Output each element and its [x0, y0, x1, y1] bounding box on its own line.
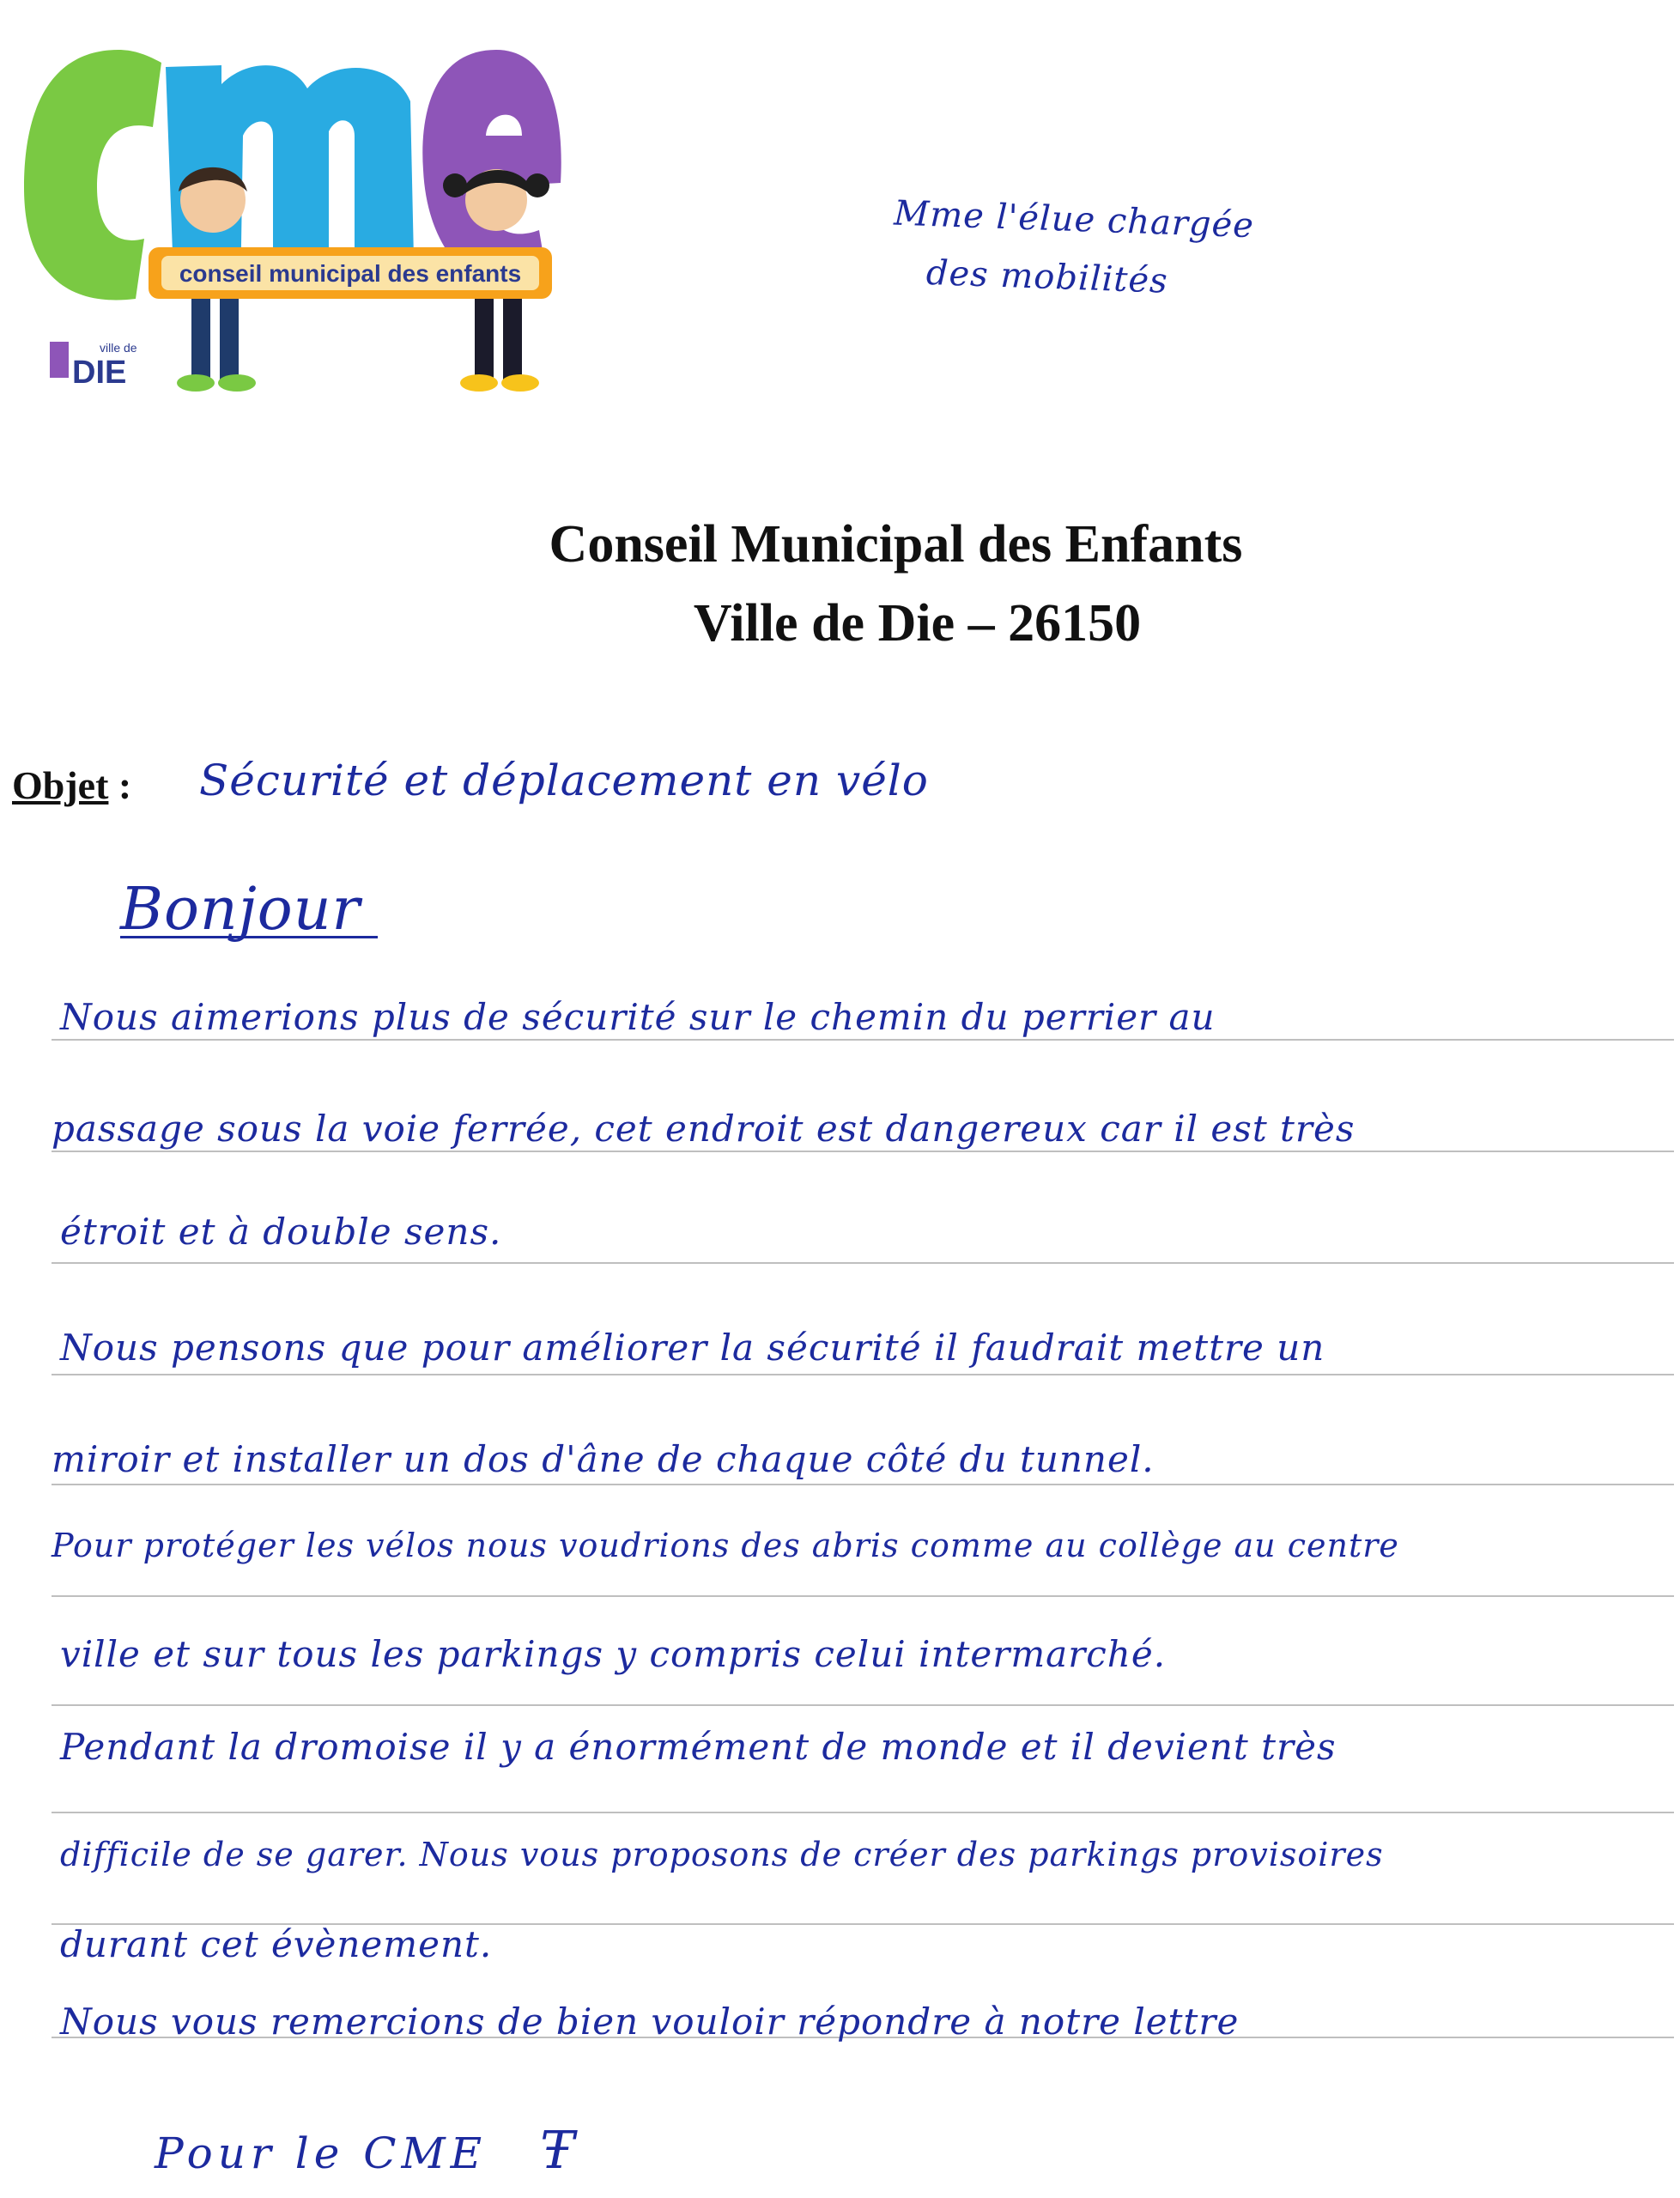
cme-logo	[15, 15, 565, 393]
ruled-line	[52, 1595, 1674, 1597]
body-line: Nous pensons que pour améliorer la sécurité il faudrait mettre un	[60, 1327, 1325, 1369]
heading-line-1: Conseil Municipal des Enfants	[549, 515, 1243, 574]
ruled-line	[52, 1704, 1674, 1706]
body-line: Pendant la dromoise il y a énormément de monde et il devient très	[60, 1726, 1337, 1768]
body-line: miroir et installer un dos d'âne de chaque côté du tunnel.	[52, 1438, 1155, 1480]
ruled-line	[52, 1262, 1674, 1264]
svg-text:DIE: DIE	[72, 355, 127, 391]
ruled-line	[52, 1812, 1674, 1813]
ville-de-die-icon	[50, 342, 69, 378]
heading-line-2: Ville de Die – 26150	[693, 594, 1142, 653]
body-line: Pour protéger les vélos nous voudrions des abris comme au collège au centre	[52, 1527, 1399, 1564]
signature-text: Pour le CME	[155, 2128, 488, 2178]
ruled-line	[52, 1374, 1674, 1375]
recipient-block	[891, 185, 1410, 319]
body-line: passage sous la voie ferrée, cet endroit est dangereux car il est très	[52, 1108, 1356, 1150]
signature-mark: Ŧ	[540, 2121, 580, 2181]
ruled-line	[52, 1151, 1674, 1152]
body-line: durant cet évènement.	[60, 1923, 493, 1965]
logo-banner-text: conseil municipal des enfants	[179, 260, 522, 287]
body-line: étroit et à double sens.	[60, 1211, 502, 1253]
logo-letter-c	[24, 50, 161, 300]
recipient-line-2: des mobilités	[925, 252, 1169, 301]
objet-text: Sécurité et déplacement en vélo	[199, 756, 929, 805]
body-line: difficile de se garer. Nous vous proposons de créer des parkings provisoires	[60, 1836, 1384, 1873]
ruled-line	[52, 1484, 1674, 1485]
objet-label: Objet :	[12, 763, 132, 807]
recipient-line-1: Mme l'élue chargée	[893, 193, 1255, 246]
body-line: ville et sur tous les parkings y compris celui intermarché.	[60, 1633, 1167, 1675]
greeting: Bonjour	[120, 876, 361, 944]
document-heading	[0, 505, 1680, 663]
ruled-line	[52, 1039, 1674, 1041]
body-line: Nous aimerions plus de sécurité sur le chemin du perrier au	[60, 996, 1216, 1038]
body-line: Nous vous remercions de bien vouloir répondre à notre lettre	[60, 2001, 1240, 2043]
svg-text:ville de: ville de	[100, 341, 137, 355]
signature	[155, 2121, 579, 2181]
